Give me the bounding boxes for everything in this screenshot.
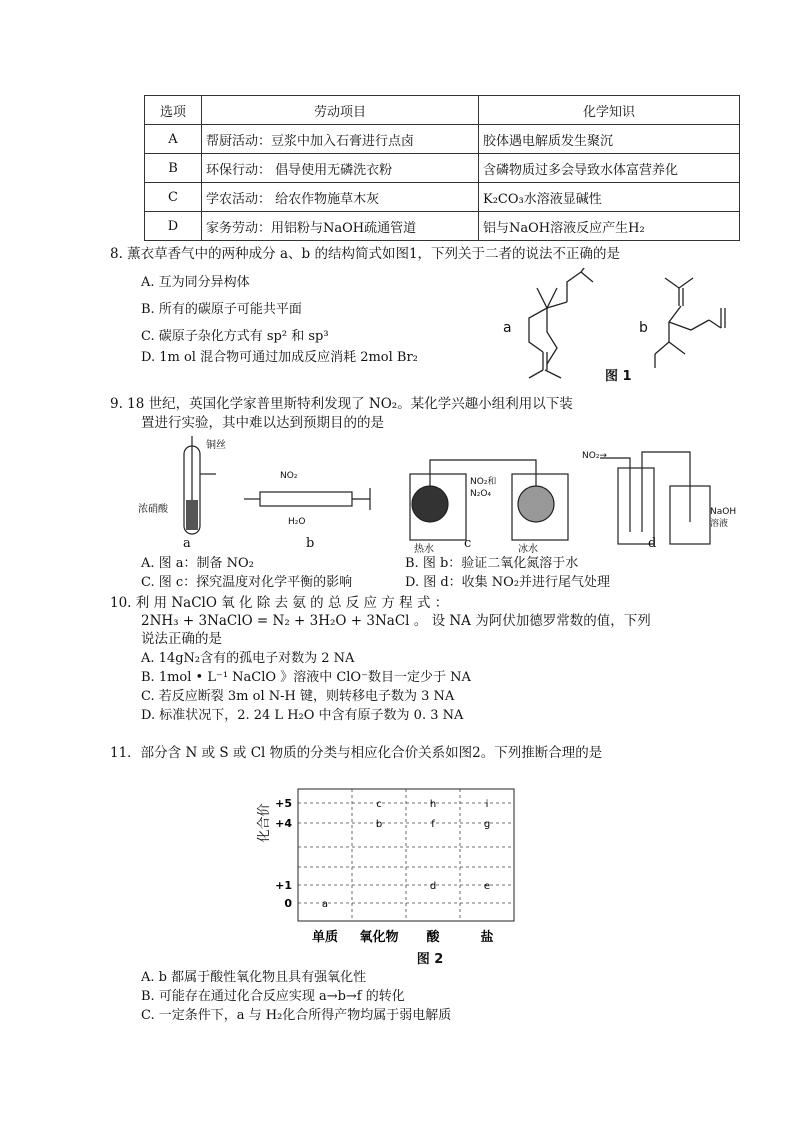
label-hot-water: 热水 [414,544,434,554]
q8-option-b: B. 所有的碳原子可能共平面 [141,302,302,317]
table-cell-option: D [145,212,202,241]
label-no2-b: NO₂ [280,471,298,481]
label-no2-and: NO₂和 [470,477,497,487]
mol-a-bond [529,370,543,378]
table-cell-knowledge: 铝与NaOH溶液反应产生H₂ [479,212,740,241]
fig-letter-d: d [648,536,657,551]
table-cell-activity: 学农活动： 给农作物施草木灰 [202,183,479,212]
q8-option-c: C. 碳原子杂化方式有 sp² 和 sp³ [141,329,329,344]
mol-a-bond [581,272,593,282]
label-n2o4: N₂O₄ [470,489,492,499]
apparatus-b-syringe [260,492,352,506]
table-header-row [145,96,740,125]
q11-stem: 11．部分含 N 或 S 或 Cl 物质的分类与相应化合价关系如图2。下列推断合理的是 [110,745,603,761]
q10-stem-line1: 10. 利 用 NaClO 氧 化 除 去 氨 的 总 反 应 方 程 式 ： [110,595,449,611]
mol-a-bond [545,370,561,378]
mol-b-bond [669,342,685,354]
label-naoh: NaOH [710,507,737,517]
figure-apparatus [130,436,750,554]
chart-x-category: 酸 [426,930,440,945]
apparatus-c-flask-ice [518,486,554,522]
q11-option-a: A. b 都属于酸性氧化物且具有强氧化性 [141,970,367,985]
mol-b-bond [655,342,669,354]
mol-b-top [665,278,693,288]
apparatus-a-acid [186,500,198,530]
chart-x-category: 单质 [311,930,339,945]
apparatus-c-flask-hot [412,486,448,522]
chart-point-label: d [429,881,437,892]
q8-stem: 8. 薰衣草香气中的两种成分 a、b 的结构简式如图1，下列关于二者的说法不正确的是 [110,246,621,262]
label-no2-arrow: NO₂→ [582,451,607,461]
q10-stem-line3: 说法正确的是 [141,631,222,647]
fig1-caption: 图 1 [605,369,632,384]
header-activity: 劳动项目 [202,96,479,125]
chart-ylabel: 化合价 [257,803,272,843]
mol-b-bond [709,320,721,328]
chart-x-category: 氧化物 [359,930,399,945]
q9-stem-line2: 置进行实验，其中难以达到预期目的的是 [141,415,384,431]
chart-x-category: 盐 [480,930,494,945]
table-cell-activity: 环保行动： 倡导使用无磷洗衣粉 [202,154,479,183]
mol-b-ester [669,320,709,330]
chart-point-label: g [483,819,491,830]
chart-point-label: f [431,819,435,830]
q9-option-d: D. 图 d：收集 NO₂并进行尾气处理 [405,575,611,590]
table-cell-knowledge: 胶体遇电解质发生聚沉 [479,125,740,154]
q10-option-d: D. 标准状况下，2. 24 L H₂O 中含有原子数为 0. 3 NA [141,708,464,723]
table-row [145,125,740,154]
apparatus-d-outlet [642,452,690,532]
mol-a-bond [581,268,587,272]
apparatus-d-inlet [600,458,630,532]
chart-y-tick: +4 [275,817,292,830]
q9-option-c: C. 图 c：探究温度对化学平衡的影响 [141,575,353,590]
q10-option-b: B. 1mol • L⁻¹ NaClO 》溶液中 ClO⁻数目一定少于 NA [141,670,471,685]
fig-letter-a: a [183,536,191,551]
q10-stem-line2: 2NH₃ + 3NaClO = N₂ + 3H₂O + 3NaCl 。 设 NA 为阿伏加德罗常数的值，下列 [141,613,651,629]
table-row [145,212,740,241]
label-solution: 溶液 [710,519,729,529]
q9-option-b: B. 图 b：验证二氧化氮溶于水 [405,556,579,571]
fig1-label-b: b [639,320,648,336]
apparatus-d-bottle [618,468,654,544]
fig-letter-b: b [306,536,315,551]
header-option: 选项 [145,96,202,125]
activity-table [144,95,740,241]
q8-option-a: A. 互为同分异构体 [141,275,250,290]
chart-title: 图 2 [416,952,444,967]
q11-option-c: C. 一定条件下，a 与 H₂化合所得产物均属于弱电解质 [141,1008,452,1023]
figure-1-structures [495,268,735,388]
mol-a-ester [567,272,581,302]
label-ice-water: 冰水 [518,544,538,554]
table-cell-option: A [145,125,202,154]
table-row [145,183,740,212]
q10-option-a: A. 14gN₂含有的孤电子对数为 2 NA [141,651,355,666]
fig-letter-c: c [464,536,472,551]
q9-option-a: A. 图 a：制备 NO₂ [141,556,254,571]
label-h2o-b: H₂O [288,517,306,527]
header-knowledge: 化学知识 [479,96,740,125]
chart-y-tick: 0 [284,897,292,910]
chart-point-label: e [483,881,491,892]
label-copper-wire: 铜丝 [206,440,226,451]
q11-option-b: B. 可能存在通过化合反应实现 a→b→f 的转化 [141,989,405,1004]
mol-a-bond [537,288,557,308]
chart-point-label: b [375,819,383,830]
table-cell-knowledge: 含磷物质过多会导致水体富营养化 [479,154,740,183]
table-cell-option: B [145,154,202,183]
q8-option-d: D. 1m ol 混合物可通过加成反应消耗 2mol Br₂ [141,350,418,365]
chart-point-label: i [485,799,489,810]
chart-point-label: h [429,799,437,810]
label-conc-nitric: 浓硝酸 [138,504,168,515]
chart-y-tick: +1 [275,879,292,892]
figure-2-valence-chart [250,775,540,970]
table-cell-knowledge: K₂CO₃水溶液显碱性 [479,183,740,212]
q10-option-c: C. 若反应断裂 3m ol N-H 键，则转移电子数为 3 NA [141,689,455,704]
chart-point-label: a [321,899,329,910]
table-row [145,154,740,183]
mol-a-chain [547,308,557,364]
q9-stem-line1: 9. 18 世纪，英国化学家普里斯特利发现了 NO₂。某化学兴趣小组利用以下装 [110,396,573,412]
fig1-label-a: a [503,320,512,336]
table-cell-activity: 家务劳动：用铝粉与NaOH疏通管道 [202,212,479,241]
chart-point-label: c [376,799,382,810]
chart-y-tick: +5 [275,797,292,810]
table-cell-activity: 帮厨活动：豆浆中加入石膏进行点卤 [202,125,479,154]
table-cell-option: C [145,183,202,212]
mol-a-chain2 [529,308,547,352]
